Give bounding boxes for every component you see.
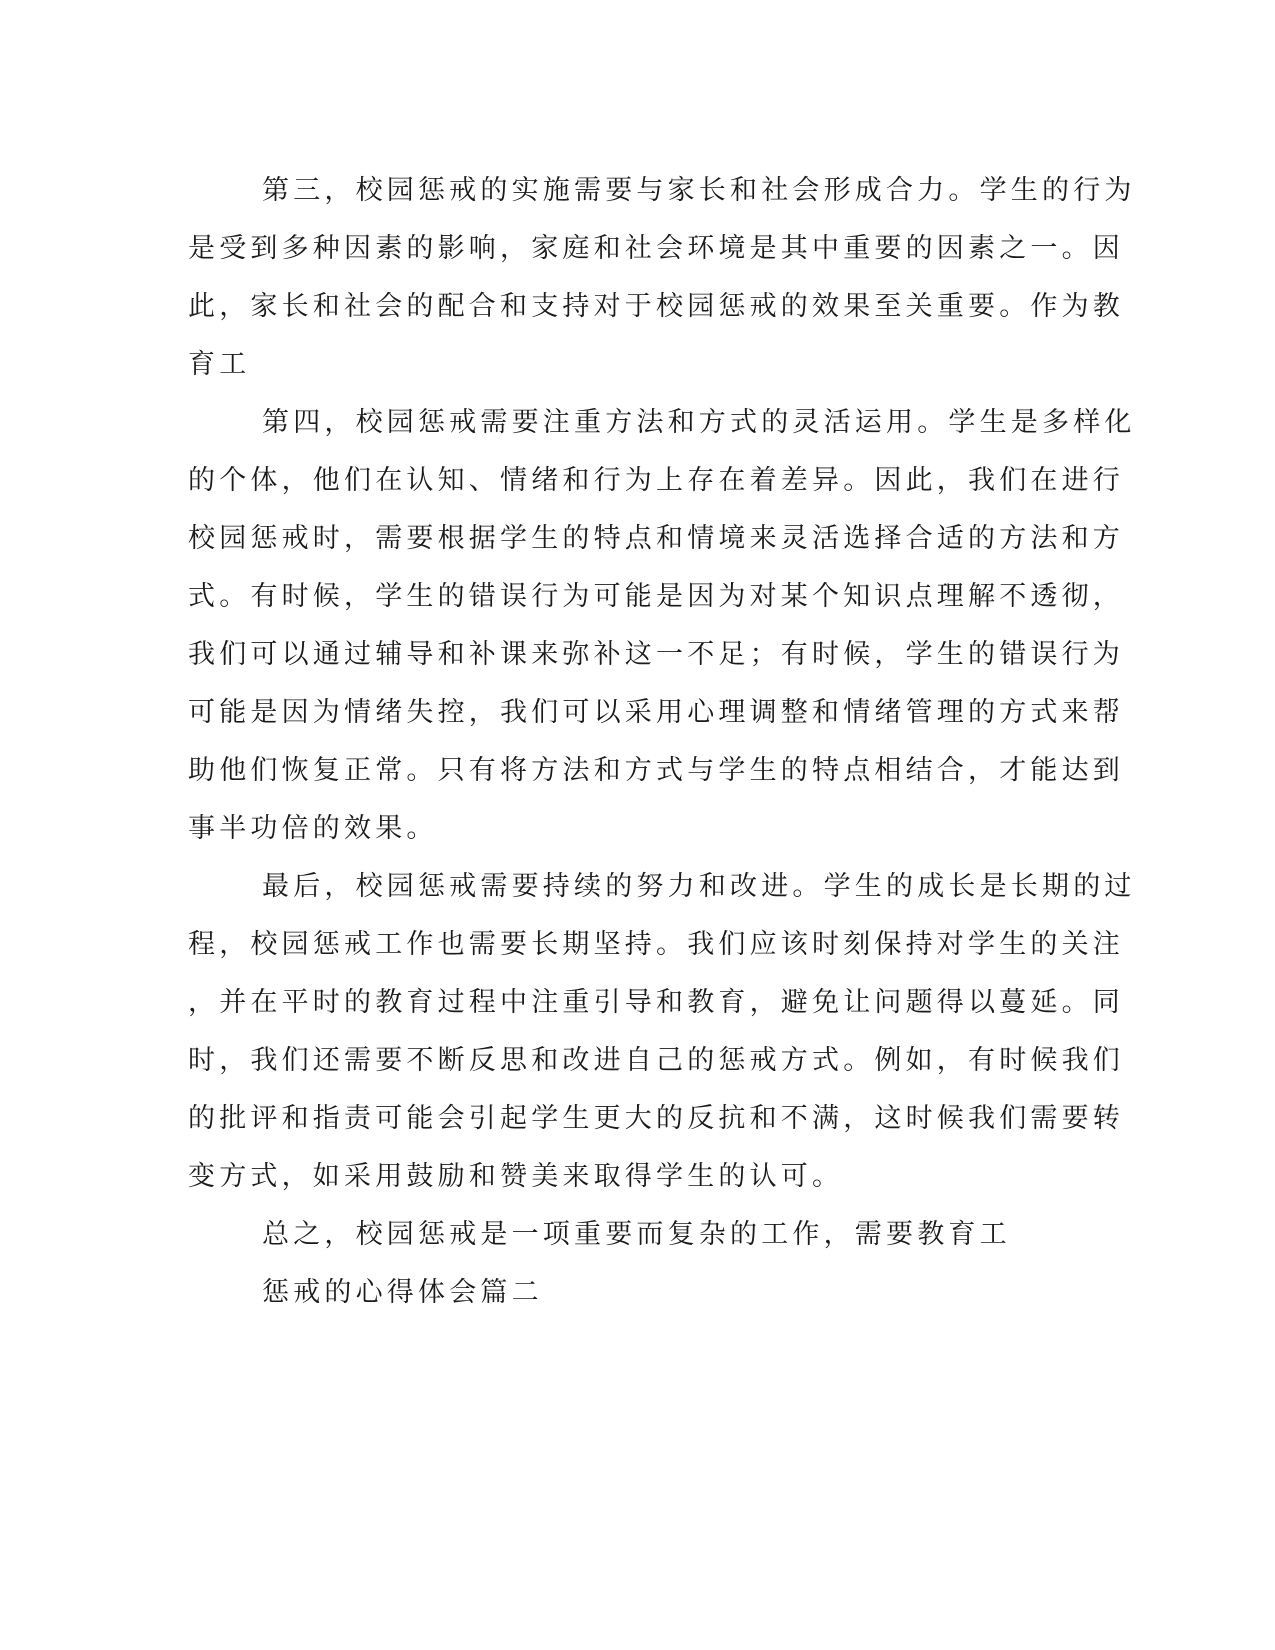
text-line: 时，我们还需要不断反思和改进自己的惩戒方式。例如，有时候我们 [188,1045,1124,1076]
paragraph-fourth-point [188,394,1136,858]
text-line: 校园惩戒时，需要根据学生的特点和情境来灵活选择合适的方法和方 [188,523,1124,554]
text-line: 可能是因为情绪失控，我们可以采用心理调整和情绪管理的方式来帮 [188,697,1124,728]
section-title: 惩戒的心得体会篇二 [262,1277,543,1308]
text-line: 育工 [188,349,251,380]
text-line: 最后，校园惩戒需要持续的努力和改进。学生的成长是长期的过 [262,871,1136,902]
text-line: 变方式，如采用鼓励和赞美来取得学生的认可。 [188,1161,844,1192]
text-line: 的批评和指责可能会引起学生更大的反抗和不满，这时候我们需要转 [188,1103,1124,1134]
paragraph-final-point [188,858,1136,1206]
paragraph-conclusion [188,1206,1088,1264]
text-line: 式。有时候，学生的错误行为可能是因为对某个知识点理解不透彻， [188,581,1124,612]
text-line: 第四，校园惩戒需要注重方法和方式的灵活运用。学生是多样化 [262,407,1136,438]
text-line: ，并在平时的教育过程中注重引导和教育，避免让问题得以蔓延。同 [188,987,1124,1018]
text-line: 此，家长和社会的配合和支持对于校园惩戒的效果至关重要。作为教 [188,291,1124,322]
text-line: 总之，校园惩戒是一项重要而复杂的工作，需要教育工 [262,1219,1011,1250]
text-line: 程，校园惩戒工作也需要长期坚持。我们应该时刻保持对学生的关注 [188,929,1124,960]
document-body [188,162,1136,1322]
text-line: 我们可以通过辅导和补课来弥补这一不足；有时候，学生的错误行为 [188,639,1124,670]
paragraph-third-point [188,162,1136,394]
text-line: 的个体，他们在认知、情绪和行为上存在着差异。因此，我们在进行 [188,465,1124,496]
text-line: 事半功倍的效果。 [188,813,438,844]
text-line: 是受到多种因素的影响，家庭和社会环境是其中重要的因素之一。因 [188,233,1124,264]
text-line: 助他们恢复正常。只有将方法和方式与学生的特点相结合，才能达到 [188,755,1124,786]
text-line: 第三，校园惩戒的实施需要与家长和社会形成合力。学生的行为 [262,175,1136,206]
section-heading [188,1264,1088,1322]
